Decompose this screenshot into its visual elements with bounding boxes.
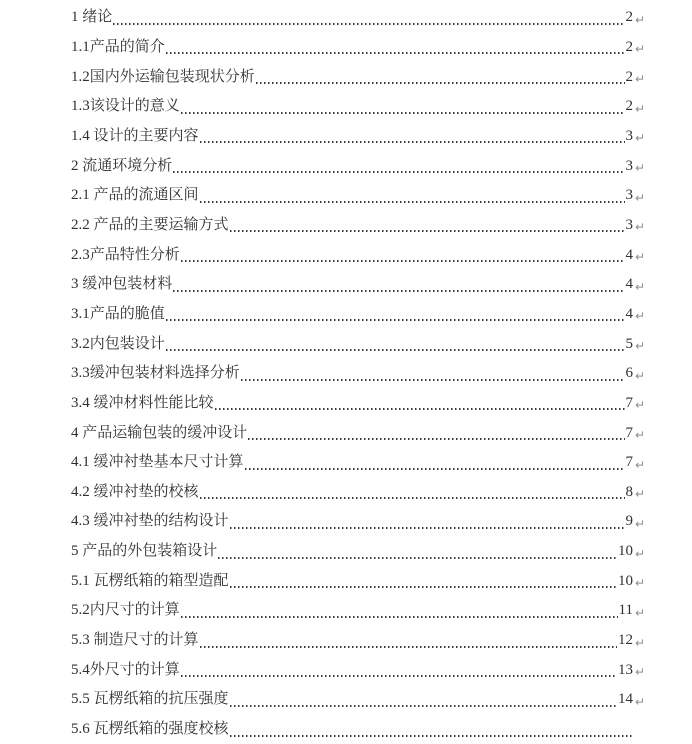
toc-entry[interactable]: 3.4 缓冲材料性能比较 7 ↵ xyxy=(71,394,646,413)
page-number: 12 xyxy=(618,632,633,649)
dotted-leader xyxy=(215,408,625,410)
toc-entry-label: 2.3产品特性分析 xyxy=(71,246,180,263)
page-number: 2 xyxy=(625,98,633,115)
toc-entry-label: 5.1 瓦楞纸箱的箱型造配 xyxy=(71,572,229,589)
dotted-leader xyxy=(113,23,624,25)
dotted-leader xyxy=(181,675,617,677)
toc-entry-label: 3.1产品的脆值 xyxy=(71,305,165,322)
page-number: 3 xyxy=(625,157,633,174)
page-number: 3 xyxy=(625,216,633,233)
page-number: 6 xyxy=(625,365,633,382)
toc-entry-label: 5.5 瓦楞纸箱的抗压强度 xyxy=(71,691,229,708)
page-number: 7 xyxy=(625,454,633,471)
toc-entry-label: 1.4 设计的主要内容 xyxy=(71,127,199,144)
toc-entry[interactable]: 5.1 瓦楞纸箱的箱型造配 10 ↵ xyxy=(71,572,646,591)
toc-entry-label: 3.2内包装设计 xyxy=(71,335,165,352)
page-number: 4 xyxy=(625,305,633,322)
toc-entry-label: 5.6 瓦楞纸箱的强度校核 xyxy=(71,721,229,738)
dotted-leader xyxy=(200,497,625,499)
toc-entry[interactable]: 5.2内尺寸的计算 11 ↵ xyxy=(71,602,646,620)
page-number: 9 xyxy=(625,513,633,530)
dotted-leader xyxy=(245,468,625,470)
toc-entry-label: 3.4 缓冲材料性能比较 xyxy=(71,394,214,411)
toc-entry[interactable]: 1.1产品的简介 2 ↵ xyxy=(71,38,646,57)
toc-entry-label: 5.3 制造尺寸的计算 xyxy=(71,632,199,649)
page-number: 8 xyxy=(625,483,633,500)
page-number: 7 xyxy=(625,394,633,411)
page-number: 13 xyxy=(618,661,633,678)
toc-entry-label: 2 流通环境分析 xyxy=(71,157,173,174)
page-number: 4 xyxy=(625,276,633,293)
toc-entry-label: 1 绪论 xyxy=(71,9,113,26)
toc-entry-label: 4.1 缓冲衬垫基本尺寸计算 xyxy=(71,454,244,471)
toc-entry-label: 3.3缓冲包装材料选择分析 xyxy=(71,365,240,382)
toc-entry[interactable]: 5 产品的外包装箱设计 10 ↵ xyxy=(71,543,646,561)
dotted-leader xyxy=(218,557,617,559)
toc-entry[interactable]: 2.2 产品的主要运输方式 3 ↵ xyxy=(71,216,646,235)
dotted-leader xyxy=(166,52,625,54)
toc-entry-label: 1.2国内外运输包装现状分析 xyxy=(71,68,255,85)
dotted-leader xyxy=(230,527,625,529)
toc-entry[interactable]: 5.5 瓦楞纸箱的抗压强度 14 ↵ xyxy=(71,691,646,709)
toc-entry[interactable]: 1.3该设计的意义 2 ↵ xyxy=(71,98,646,116)
toc-entry[interactable]: 2.1 产品的流通区间 3 ↵ xyxy=(71,187,646,205)
toc-entry-label: 5 产品的外包装箱设计 xyxy=(71,543,218,560)
page-number: 10 xyxy=(618,572,633,589)
toc-entry-label: 1.1产品的简介 xyxy=(71,38,165,55)
toc-entry-partial[interactable] xyxy=(71,715,635,744)
page-number: 2 xyxy=(625,38,633,55)
page-number: 3 xyxy=(625,127,633,144)
dotted-leader xyxy=(230,735,634,737)
toc-entry[interactable]: 5.3 制造尺寸的计算 12 ↵ xyxy=(71,632,646,650)
dotted-leader xyxy=(166,319,625,321)
toc-entry[interactable]: 3.2内包装设计 5 ↵ xyxy=(71,335,646,354)
toc-entry[interactable]: 1 绪论 2 ↵ xyxy=(71,9,646,27)
toc-entry-label: 1.3该设计的意义 xyxy=(71,98,180,115)
page-number: 4 xyxy=(625,246,633,263)
dotted-leader xyxy=(173,290,624,292)
page-number: 2 xyxy=(625,68,633,85)
toc-entry-label: 4 产品运输包装的缓冲设计 xyxy=(71,424,248,441)
dotted-leader xyxy=(181,616,618,618)
dotted-leader xyxy=(248,438,624,440)
toc-entry-label: 2.1 产品的流通区间 xyxy=(71,187,199,204)
page-number: 14 xyxy=(618,691,633,708)
page-number: 7 xyxy=(625,424,633,441)
toc-entry[interactable]: 5.4外尺寸的计算 13 ↵ xyxy=(71,661,646,680)
dotted-leader xyxy=(200,201,625,203)
toc-entry[interactable]: 4.1 缓冲衬垫基本尺寸计算 7 ↵ xyxy=(71,454,646,472)
toc-entry-label: 3 缓冲包装材料 xyxy=(71,276,173,293)
dotted-leader xyxy=(230,230,625,232)
page-number: 3 xyxy=(625,187,633,204)
dotted-leader xyxy=(173,171,624,173)
toc-entry-label: 4.3 缓冲衬垫的结构设计 xyxy=(71,513,229,530)
dotted-leader xyxy=(166,349,625,351)
toc-entry[interactable]: 2.3产品特性分析 4 ↵ xyxy=(71,246,646,265)
toc-entry-label: 2.2 产品的主要运输方式 xyxy=(71,216,229,233)
dotted-leader xyxy=(181,112,625,114)
toc-entry[interactable]: 1.2国内外运输包装现状分析 2 ↵ xyxy=(71,68,646,87)
toc-entry-label: 5.4外尺寸的计算 xyxy=(71,661,180,678)
dotted-leader xyxy=(181,260,625,262)
dotted-leader xyxy=(256,82,625,84)
dotted-leader xyxy=(200,141,625,143)
dotted-leader xyxy=(230,586,617,588)
dotted-leader xyxy=(230,705,617,707)
page-number: 10 xyxy=(618,543,633,560)
toc-entry[interactable]: 3.3缓冲包装材料选择分析 6 ↵ xyxy=(71,365,646,383)
dotted-leader xyxy=(241,379,625,381)
page-number: 11 xyxy=(618,602,633,619)
dotted-leader xyxy=(200,646,617,648)
toc-entry[interactable]: 4 产品运输包装的缓冲设计 7 ↵ xyxy=(71,424,646,443)
page-number: 2 xyxy=(625,9,633,26)
toc-entry-label: 5.2内尺寸的计算 xyxy=(71,602,180,619)
toc-entry-label: 4.2 缓冲衬垫的校核 xyxy=(71,483,199,500)
toc-entry[interactable]: 3 缓冲包装材料 4 ↵ xyxy=(71,276,646,294)
toc-entry[interactable]: 1.4 设计的主要内容 3 ↵ xyxy=(71,127,646,146)
toc-entry[interactable]: 2 流通环境分析 3 ↵ xyxy=(71,157,646,176)
page-number: 5 xyxy=(625,335,633,352)
toc-entry[interactable]: 4.3 缓冲衬垫的结构设计 9 ↵ xyxy=(71,513,646,531)
toc-entry[interactable]: 3.1产品的脆值 4 ↵ xyxy=(71,305,646,324)
toc-entry[interactable]: 4.2 缓冲衬垫的校核 8 ↵ xyxy=(71,483,646,502)
